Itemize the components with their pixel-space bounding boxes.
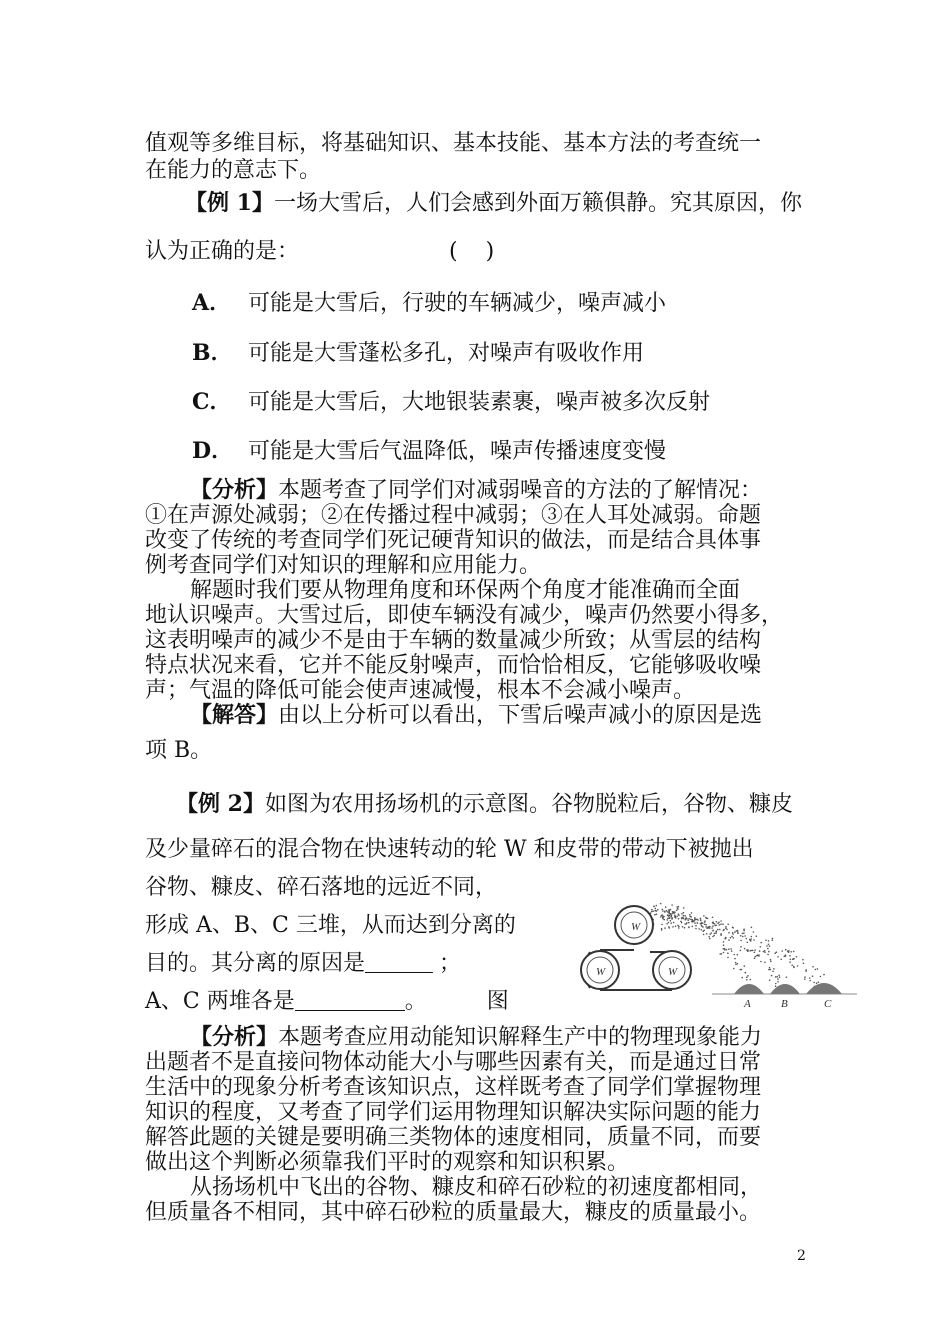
svg-text:W: W [668,966,678,978]
example-2-tag: 【例 2】 [176,791,265,817]
example-1-answer-line-1: 【解答】由以上分析可以看出，下雪后噪声减小的原因是选 [190,702,763,728]
example-1-tag: 【例 1】 [185,190,274,216]
example-2-analysis-line-8: 但质量各不相同，其中碎石砂粒的质量最大，糠皮的质量最小。 [145,1200,762,1225]
example-1-analysis-line-2: ①在声源处减弱；②在传播过程中减弱；③在人耳处减弱。命题 [145,503,762,528]
example-1-answer-line-2: 项 B。 [145,738,213,763]
example-2-question-line-6: A、C 两堆各是 。 图 [145,989,509,1014]
svg-text:W: W [596,966,606,978]
intro-line-1: 值观等多维目标，将基础知识、基本技能、基本方法的考查统一 [145,131,762,156]
svg-text:W: W [631,921,641,933]
pile-label-a: A [744,998,751,1010]
figure-caption: 图 [486,989,509,1014]
example-2-analysis-line-3: 生活中的现象分析考查该知识点，这样既考查了同学们掌握物理 [145,1075,762,1100]
example-2-question-line-5: 目的。其分离的原因是 ； [145,951,462,976]
example-2-question-line-3: 谷物、糠皮、碎石落地的远近不同， [145,875,498,900]
example-2-question-line-1: 【例 2】如图为农用扬场机的示意图。谷物脱粒后，谷物、糠皮 [176,791,793,817]
wheel-left [581,951,619,989]
example-1-question-line-1: 【例 1】一场大雪后，人们会感到外面万籁俱静。究其原因，你 [185,190,802,216]
example-1-solution-line-3: 这表明噪声的减少不是由于车辆的数量减少所致；从雪层的结构 [145,628,762,653]
example-2-question-line-4: 形成 A、B、C 三堆，从而达到分离的 [145,913,516,938]
intro-line-2: 在能力的意志下。 [145,158,322,183]
example-2-analysis-line-2: 出题者不是直接问物体动能大小与哪些因素有关，而是通过日常 [145,1050,762,1075]
example-1-solution-line-5: 声；气温的降低可能会使声速减慢，根本不会减小噪声。 [145,678,696,703]
answer-paren: ( ) [449,239,495,264]
example-2-question-line-2: 及少量碎石的混合物在快速转动的轮 W 和皮带的带动下被抛出 [145,837,754,862]
analysis-tag: 【分析】 [190,477,279,503]
example-1-solution-line-1: 解题时我们要从物理角度和环保两个角度才能准确而全面 [190,578,741,603]
option-d: D． 可能是大雪后气温降低，噪声传播速度变慢 [192,438,667,464]
answer-blank-1 [365,950,433,973]
example-1-analysis-line-3: 改变了传统的考查同学们死记硬背知识的做法，而是结合具体事 [145,528,762,553]
wheel-right [653,951,691,989]
example-1-analysis-line-1: 【分析】本题考查了同学们对减弱噪音的方法的了解情况： [190,477,763,503]
winnowing-machine-figure [572,890,862,1015]
option-a: A． 可能是大雪后，行驶的车辆减少，噪声减小 [192,290,667,316]
grain-piles [734,983,842,994]
example-2-analysis-line-5: 解答此题的关键是要明确三类物体的速度相同，质量不同，而要 [145,1125,762,1150]
example-1-analysis-line-4: 例考查同学们对知识的理解和应用能力。 [145,553,542,578]
example-2-analysis-line-1: 【分析】本题考查应用动能知识解释生产中的物理现象能力 [190,1024,763,1050]
wheel-top [615,906,653,944]
example-1-solution-line-4: 特点状况来看，它并不能反射噪声，而恰恰相反，它能够吸收噪 [145,653,762,678]
example-2-analysis-line-7: 从扬场机中飞出的谷物、糠皮和碎石砂粒的初速度都相同， [190,1175,763,1200]
pile-label-c: C [824,998,832,1010]
page-number: 2 [797,1248,806,1264]
answer-blank-2 [295,988,405,1011]
example-2-analysis-line-6: 做出这个判断必须靠我们平时的观察和知识积累。 [145,1150,630,1175]
pile-label-b: B [781,998,788,1010]
answer-tag: 【解答】 [190,702,279,728]
analysis-tag-2: 【分析】 [190,1024,279,1050]
option-b: B． 可能是大雪蓬松多孔，对噪声有吸收作用 [192,340,645,366]
example-1-solution-line-2: 地认识噪声。大雪过后，即使车辆没有减少，噪声仍然要小得多， [145,603,784,628]
example-2-analysis-line-4: 知识的程度，又考查了同学们运用物理知识解决实际问题的能力 [145,1100,762,1125]
example-1-question-line-2: 认为正确的是： ( ) [145,239,495,264]
option-c: C． 可能是大雪后，大地银装素裹，噪声被多次反射 [192,389,711,415]
